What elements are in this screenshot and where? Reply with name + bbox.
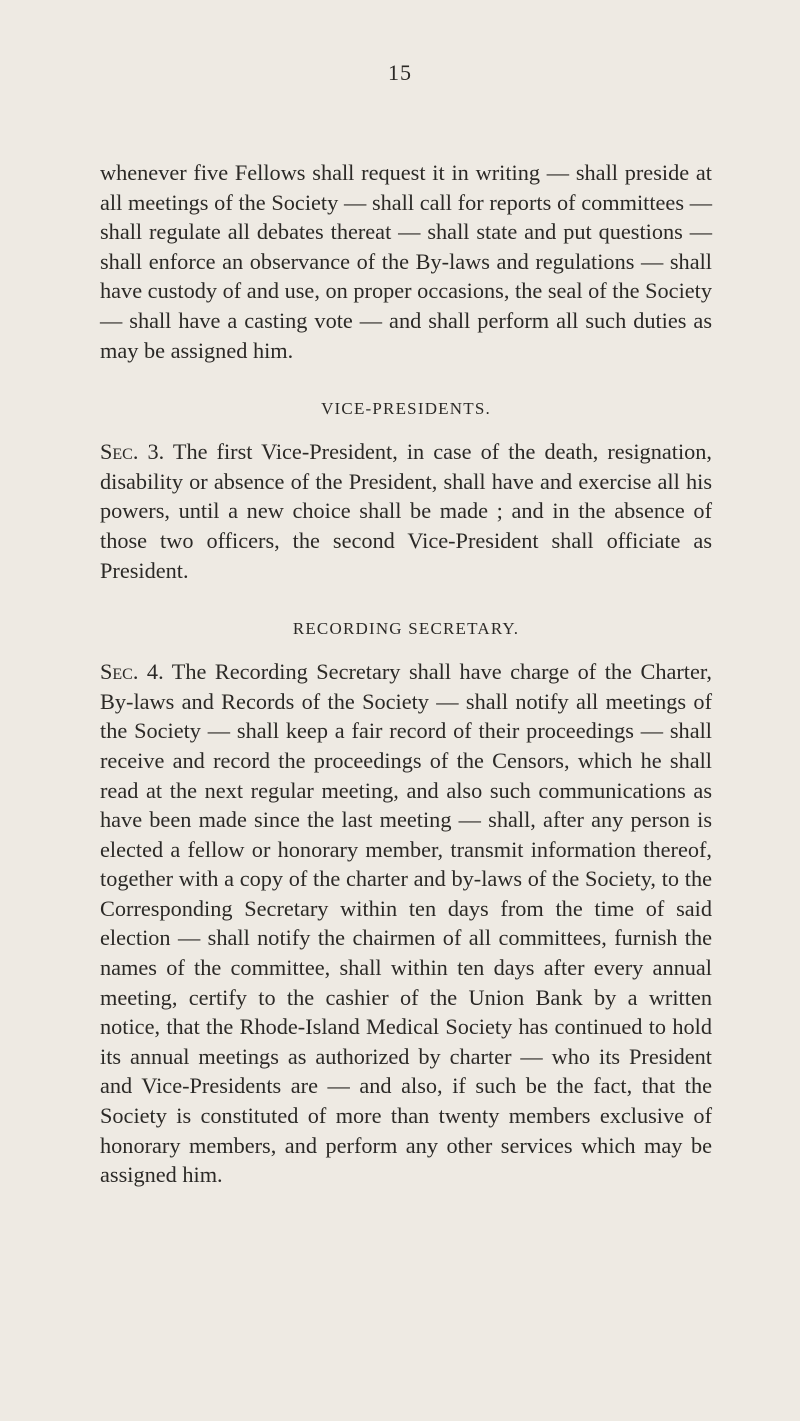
recording-secretary-heading: RECORDING SECRETARY.	[292, 619, 520, 639]
page-number: 15	[388, 60, 412, 85]
intro-paragraph: whenever five Fellows shall request it in writing — shall preside at all meetings of the Society — shall call for reports of committees — shall regulate all debates thereat — shall state and put questions — shall enforce an observance of the By-laws and regulations — shall have custody of and use, on proper occasions, the seal of the Society — shall have a casting vote — and shall perform all such duties as may be assigned him.	[100, 160, 712, 363]
vice-presidents-heading: VICE-PRESIDENTS.	[321, 399, 491, 419]
section-4-text: The Recording Secretary shall have charge of the Charter, By-laws and Records of the Society — shall notify all meetings of the Society — shall keep a fair record of their proceedings — shall receive and record the proceedings of the Censors, which he shall read at the next regular meeting, and also such communications as have been made since the last meeting — shall, after any person is elected a fellow or honorary member, transmit information thereof, together with a copy of the charter and by-laws of the Society, to the Corresponding Secretary within ten days from the time of said election — shall notify the chairmen of all committees, furnish the names of the committee, shall within ten days after every annual meeting, certify to the cashier of the Union Bank by a written notice, that the Rhode-Island Medical Society has continued to hold its annual meetings as authorized by charter — who its President and Vice-Presidents are — and also, if such be the fact, that the Society is constituted of more than twenty members exclusive of honorary members, and perform any other services which may be assigned him.	[100, 659, 712, 1188]
section-3-text: The first Vice-President, in case of the death, resignation, disability or absence of the President, shall have and exercise all his powers, until a new choice shall be made ; and in the absence of those two officers, the second Vice-President shall officiate as President.	[100, 439, 713, 583]
section-3-paragraph	[100, 437, 712, 585]
section-4-paragraph	[100, 657, 712, 1190]
section-4-label: Sec. 4.	[100, 659, 164, 685]
section-3-label: Sec. 3.	[100, 439, 165, 465]
body-text	[100, 158, 712, 1190]
